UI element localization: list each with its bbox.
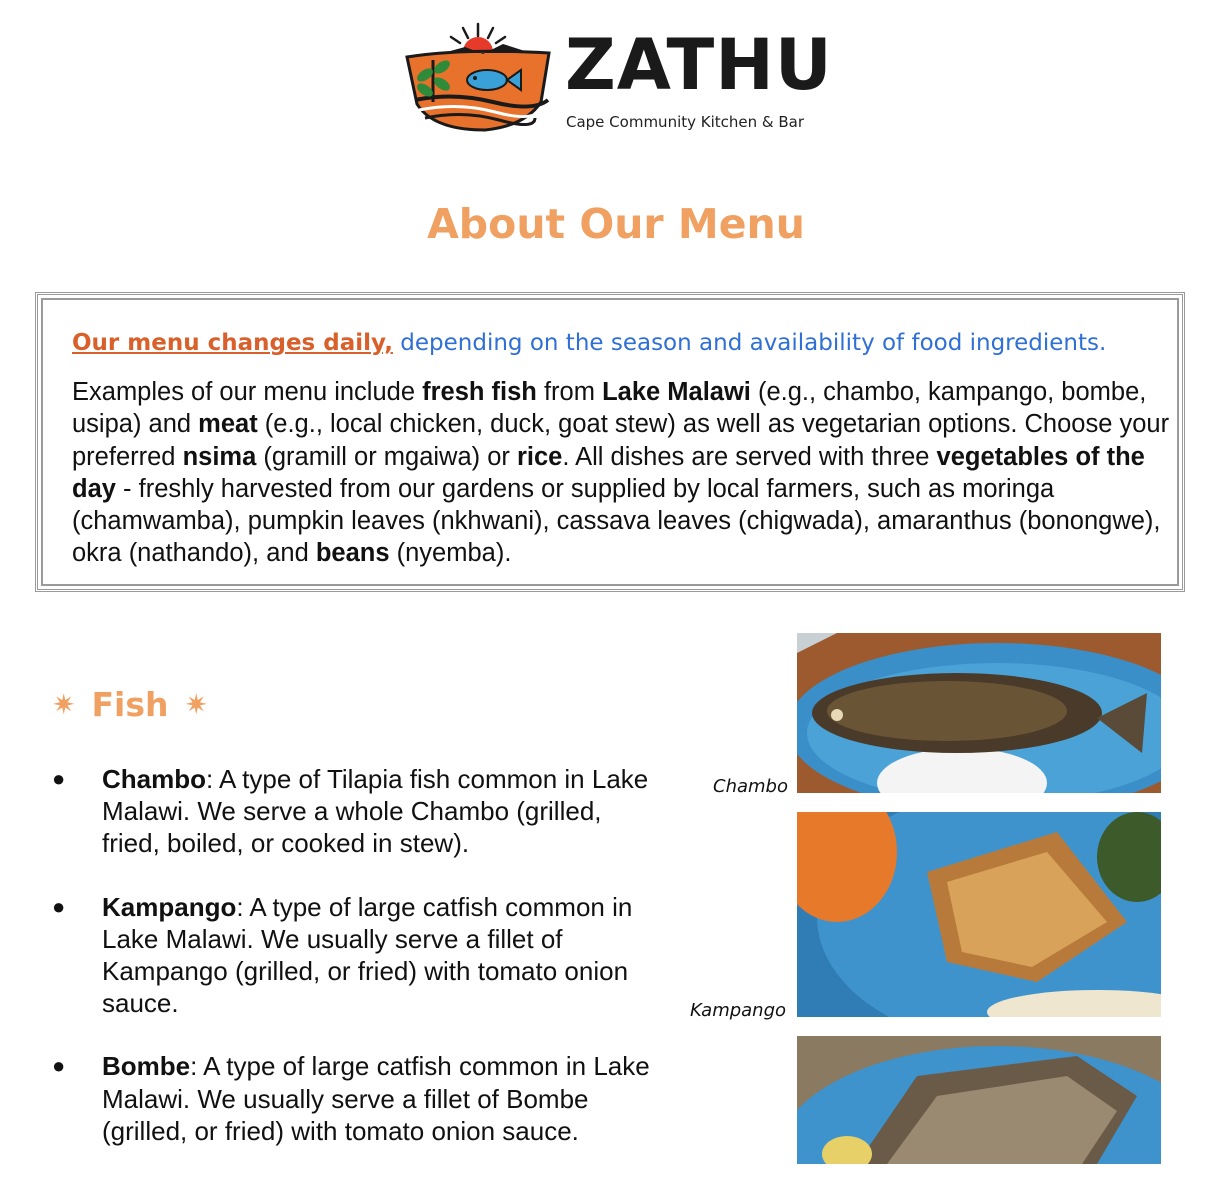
examples-text: . All dishes are served with three (562, 442, 937, 471)
examples-text: - freshly harvested from our gardens or supplied by local farmers, such as moringa (chamwamba), pumpkin leaves (nkhwani), cassava leaves (chigwada), amaranthus (bonongwe), okra (nathando), and (72, 474, 1161, 568)
menu-info-box (35, 292, 1185, 592)
photo-caption: Chambo (713, 776, 788, 797)
kampango-photo (797, 812, 1161, 1017)
item-desc: : A type of Tilapia fish common in Lake Malawi. We serve a whole Chambo (grilled, fried, boiled, or cooked in stew). (102, 764, 649, 859)
daily-notice (72, 330, 1177, 356)
examples-text: from (536, 378, 603, 406)
section-heading-fish (52, 685, 224, 724)
bullet-icon: ● (52, 766, 66, 791)
notice-rest: depending on the season and availability of food ingredients. (392, 330, 1107, 356)
bombe-image-icon (797, 1036, 1161, 1164)
page-title: About Our Menu (427, 200, 805, 248)
bombe-photo (797, 1036, 1161, 1164)
starburst-icon: ✷ (52, 687, 76, 721)
brand-name: ZATHU (565, 24, 833, 106)
examples-bold: meat (198, 410, 258, 439)
examples-bold: vegetables of the day (72, 442, 1145, 503)
brand-tagline: Cape Community Kitchen & Bar (566, 113, 805, 131)
bullet-icon: ● (52, 1053, 66, 1079)
menu-examples (72, 376, 1172, 570)
zathu-logo-icon (403, 20, 553, 135)
examples-bold: Lake Malawi (602, 378, 751, 406)
examples-text: (gramill or mgaiwa) or (256, 442, 517, 471)
chambo-image-icon (797, 633, 1161, 793)
item-name: Chambo (102, 764, 206, 794)
item-name: Bombe (102, 1051, 191, 1082)
examples-bold: beans (315, 539, 390, 568)
examples-bold: fresh fish (422, 378, 537, 406)
starburst-icon: ✷ (184, 687, 208, 721)
item-desc: : A type of large catfish common in Lake Malawi. We usually serve a fillet of Kampango (grilled, or fried) with tomato onion sauce. (102, 891, 633, 1019)
examples-bold: nsima (182, 442, 257, 471)
fish-list (52, 763, 652, 1178)
examples-bold: rice (516, 442, 563, 471)
examples-text: (nyemba). (389, 539, 512, 568)
list-item (52, 763, 652, 860)
logo (403, 20, 833, 135)
item-desc: : A type of large catfish common in Lake Malawi. We usually serve a fillet of Bombe (grilled, or fried) with tomato onion sauce. (102, 1051, 650, 1146)
examples-text: Examples of our menu include (72, 378, 423, 406)
chambo-photo (797, 633, 1161, 793)
bullet-icon: ● (52, 893, 66, 919)
item-name: Kampango (102, 891, 237, 922)
examples-text: (e.g., local chicken, duck, goat stew) as well as vegetarian options. Choose your preferred (72, 410, 1170, 471)
examples-text: (e.g., chambo, kampango, bombe, usipa) and (72, 378, 1147, 439)
list-item (52, 891, 652, 1020)
photo-caption: Kampango (690, 1000, 787, 1021)
list-item (52, 1050, 652, 1147)
kampango-image-icon (797, 812, 1161, 1017)
section-title: Fish (91, 685, 169, 724)
menu-info-inner (41, 298, 1179, 586)
notice-highlight: Our menu changes daily, (72, 330, 393, 356)
